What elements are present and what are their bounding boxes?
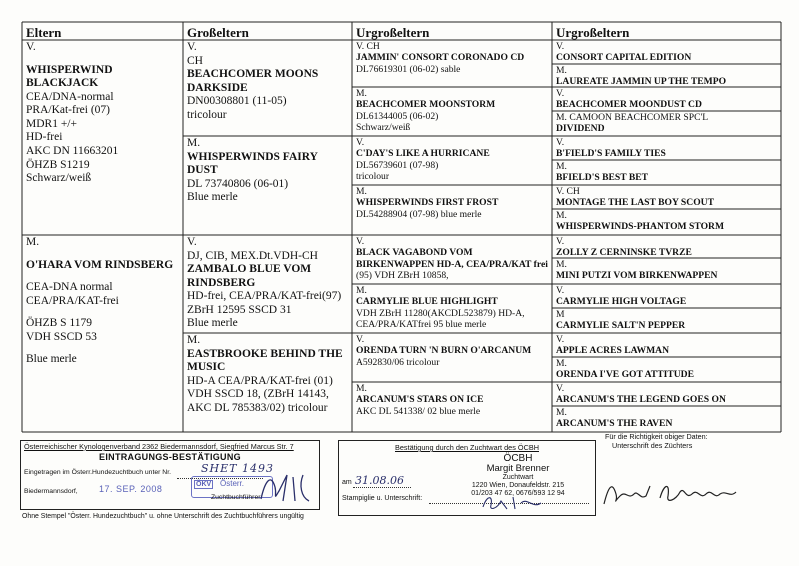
dog-info: tricolour (356, 170, 390, 182)
eintragung-title: EINTRAGUNGS-BESTÄTIGUNG (99, 452, 241, 462)
dog-name: ZAMBALO BLUE VOM (187, 263, 312, 276)
dog-info: V. (356, 334, 365, 345)
great-great-grandparent-7 (552, 185, 781, 209)
dog-name: APPLE ACRES LAWMAN (556, 345, 670, 357)
grandparent-4 (183, 333, 352, 432)
dog-info: V. (556, 137, 565, 148)
dog-name: MONTAGE THE LAST BOY SCOUT (556, 197, 714, 209)
dog-info (26, 308, 179, 317)
zuechter-signature (598, 470, 748, 514)
dog-name: WHISPERWINDS FIRST FROST (356, 197, 499, 209)
great-great-grandparent-8 (552, 209, 781, 235)
dog-info: M. CAMOON BEACHCOMER SPC'L (556, 112, 709, 123)
dog-info: CH (187, 54, 203, 67)
parent-dam (22, 235, 183, 432)
dog-info: DL76619301 (06-02) sable (356, 63, 461, 75)
dog-name: BEACHCOMER MOONS (187, 68, 319, 81)
great-grandparent-6 (352, 284, 552, 333)
dog-info (26, 272, 179, 281)
zuchtwart-signature (479, 491, 549, 513)
dog-info: CEA/DNA-normal (26, 90, 114, 103)
grandparent-1 (183, 40, 352, 136)
dog-info: A592830/06 tricolour (356, 356, 440, 368)
dog-name: ORENDA TURN 'N BURN O'ARCANUM (356, 345, 532, 357)
dog-name: WHISPERWIND (26, 63, 113, 76)
dog-name: BEACHCOMER MOONSTORM (356, 99, 496, 111)
great-grandparent-5 (352, 235, 552, 284)
dog-info: M. (556, 65, 567, 76)
am-label: am (342, 479, 352, 486)
great-grandparent-2 (352, 87, 552, 136)
dog-name: BEACHCOMER MOONDUST CD (556, 99, 702, 111)
verband-line: Österreichischer Kynologenverband 2362 Biedermannsdorf, Siegfried Marcus Str. 7 (24, 442, 294, 451)
dog-info: V. (26, 41, 36, 53)
dog-info: V. (356, 137, 365, 148)
great-great-grandparent-12 (552, 308, 781, 333)
dog-info: V. CH (356, 41, 380, 52)
dog-info: VDH SSCD 18, (ZBrH 14143, (187, 388, 329, 401)
dog-info: M. (356, 88, 367, 99)
ohne-stempel-note: Ohne Stempel "Österr. Hundezuchtbuch" u. ohne Unterschrift des Zuchtbuchführers ungültig (22, 513, 304, 520)
great-great-grandparent-4 (552, 111, 781, 136)
dog-info: (95) VDH ZBrH 10858, (356, 269, 449, 281)
dog-name: DARKSIDE (187, 81, 248, 94)
dog-name: DIVIDEND (556, 123, 605, 135)
dog-name: LAUREATE JAMMIN UP THE TEMPO (556, 76, 727, 87)
dog-name: BIRKENWAPPEN HD-A, CEA/PRA/KAT frei (356, 258, 548, 270)
dog-name: MINI PUTZI VOM BIRKENWAPPEN (556, 270, 718, 282)
great-great-grandparent-16 (552, 406, 781, 432)
dog-info: V. (556, 334, 565, 345)
dog-name: CARMYLIE BLUE HIGHLIGHT (356, 296, 498, 308)
oekv-logo-icon: ÖKV (196, 481, 212, 488)
dog-name: DUST (187, 164, 218, 177)
great-grandparent-4 (352, 185, 552, 235)
dog-info: CEA-DNA normal (26, 281, 113, 294)
dog-info: ZBrH 12595 SSCD 31 (187, 303, 292, 316)
dog-info (26, 344, 179, 353)
biedermannsdorf-label: Biedermannsdorf, (24, 488, 78, 495)
dog-info: M. (356, 285, 367, 296)
great-great-grandparent-11 (552, 284, 781, 308)
dog-info (26, 250, 179, 259)
dog-name: ARCANUM'S STARS ON ICE (356, 394, 484, 406)
eingetragen-value: SHET 1493 (201, 462, 274, 475)
dog-info: M. (556, 407, 567, 418)
dog-name: CONSORT CAPITAL EDITION (556, 52, 692, 64)
great-great-grandparent-14 (552, 357, 781, 382)
stampiglie-label: Stampiglie u. Unterschrift: (342, 495, 423, 502)
dog-info: M. (26, 236, 40, 248)
zuchtbuch-signature (253, 467, 323, 507)
great-grandparent-1 (352, 40, 552, 87)
dog-name: ZOLLY Z CERNINSKE TVRZE (556, 247, 692, 258)
dog-name: CARMYLIE HIGH VOLTAGE (556, 296, 687, 308)
dog-info: Schwarz/weiß (26, 172, 92, 185)
zuchtwart-box (338, 440, 596, 516)
ocbh-person: Margit Brenner (486, 463, 550, 474)
dog-info: DJ, CIB, MEX.Dt.VDH-CH (187, 249, 318, 262)
dog-info: V. (556, 236, 565, 247)
great-great-grandparent-1 (552, 40, 781, 64)
ocbh-role: Zuchtwart (502, 474, 534, 482)
richtigkeit-line2: Unterschrift des Züchters (612, 441, 693, 450)
header-ururgrosseltern: Urgroßeltern (556, 25, 630, 40)
dog-info: AKC DN 11663201 (26, 144, 119, 157)
great-great-grandparent-6 (552, 160, 781, 185)
oekv-stamp-text: Österr. (220, 479, 245, 488)
dog-info: DL56739601 (07-98) (356, 159, 439, 171)
dog-info: AKC DL 785383/02) tricolour (187, 401, 328, 414)
great-grandparent-7 (352, 333, 552, 382)
header-urgrosseltern: Urgroßeltern (356, 25, 430, 40)
date-stamp: 17. SEP. 2008 (99, 484, 163, 494)
dog-info: PRA/Kat-frei (07) (26, 104, 110, 117)
dog-info: M (556, 309, 565, 320)
dog-name: BLACK VAGABOND VOM (356, 247, 473, 259)
ocbh-phone: 01/203 47 62, 0676/593 12 94 (471, 489, 565, 497)
richtigkeit-line1: Für die Richtigkeit obiger Daten: (605, 432, 708, 441)
dog-info: M. (187, 334, 201, 346)
great-great-grandparent-15 (552, 382, 781, 406)
zuchtbuch-text: Zuchtbuchführer (211, 494, 261, 501)
dog-info: V. (356, 236, 365, 247)
grandparent-2 (183, 136, 352, 235)
great-great-grandparent-13 (552, 333, 781, 357)
great-great-grandparent-3 (552, 87, 781, 111)
dog-info: V. CH (556, 186, 580, 197)
grandparent-3 (183, 235, 352, 333)
dog-info: M. (187, 137, 201, 149)
am-value: 31.08.06 (355, 474, 404, 487)
dog-info: HD-A CEA/PRA/KAT-frei (01) (187, 374, 333, 387)
am-underline (353, 487, 411, 488)
great-great-grandparent-9 (552, 235, 781, 258)
dog-info: M. (556, 358, 567, 369)
ocbh-name: ÖCBH (503, 453, 533, 464)
dog-info: AKC DL 541338/ 02 blue merle (356, 405, 481, 417)
dog-info: Blue merle (187, 191, 238, 204)
dog-name: BLACKJACK (26, 77, 99, 90)
dog-info: V. (556, 383, 565, 394)
dog-name: ARCANUM'S THE RAVEN (556, 418, 673, 430)
eingetragen-label: Eingetragen im Österr.Hundezuchtbuch unter Nr. (24, 469, 171, 476)
dog-info: DL 73740806 (06-01) (187, 177, 289, 190)
dog-name: ARCANUM'S THE LEGEND GOES ON (556, 394, 726, 406)
dog-info: HD-frei, CEA/PRA/KAT-frei(97) (187, 290, 342, 303)
dog-info: ÖHZB S 1179 (26, 317, 93, 330)
dog-name: B'FIELD'S FAMILY TIES (556, 148, 666, 160)
dog-name: EASTBROOKE BEHIND THE (187, 347, 343, 360)
dog-info: M. (556, 259, 567, 270)
great-grandparent-8 (352, 382, 552, 432)
dog-info: Blue merle (26, 353, 77, 366)
dog-info: Schwarz/weiß (356, 121, 411, 133)
dog-info: M. (556, 161, 567, 172)
dog-info: DN00308801 (11-05) (187, 95, 287, 108)
zuchtwart-title: Bestätigung durch den Zuchtwart des ÖCBH (395, 443, 539, 452)
dog-name: O'HARA VOM RINDSBERG (26, 258, 174, 271)
great-great-grandparent-2 (552, 64, 781, 87)
dog-info: V. (556, 88, 565, 99)
great-great-grandparent-5 (552, 136, 781, 160)
dog-name: JAMMIN' CONSORT CORONADO CD (356, 52, 525, 64)
dog-info: M. (356, 383, 367, 394)
eintragung-box (20, 440, 320, 510)
dog-info (26, 55, 179, 64)
dog-name: BFIELD'S BEST BET (556, 172, 649, 184)
dog-info: HD-frei (26, 131, 63, 144)
header-grosseltern: Großeltern (187, 25, 249, 40)
dog-info: M. (356, 186, 367, 197)
header-eltern: Eltern (26, 25, 62, 40)
dog-info: V. (556, 285, 565, 296)
parent-sire (22, 40, 183, 235)
dog-name: MUSIC (187, 361, 226, 374)
dog-name: RINDSBERG (187, 276, 256, 289)
dog-info: VDH SSCD 53 (26, 330, 97, 343)
dog-info: ÖHZB S1219 (26, 158, 90, 171)
dog-name: ORENDA I'VE GOT ATTITUDE (556, 369, 694, 381)
dog-info: Blue merle (187, 317, 238, 330)
dog-name: WHISPERWINDS FAIRY (187, 150, 318, 163)
dog-info: CEA/PRA/KAT-frei (26, 294, 119, 307)
ocbh-address: 1220 Wien, Donaufeldstr. 215 (471, 482, 565, 490)
dog-name: C'DAY'S LIKE A HURRICANE (356, 148, 490, 160)
dog-info: DL54288904 (07-98) blue merle (356, 208, 482, 220)
dog-info: V. (187, 41, 197, 53)
dog-info: V. (187, 236, 197, 248)
dog-info: M. (556, 210, 567, 221)
dog-info: VDH ZBrH 11280(AKCDL523879) HD-A, (356, 307, 525, 319)
dog-info: V. (556, 41, 565, 52)
dog-info: tricolour (187, 108, 227, 121)
great-great-grandparent-10 (552, 258, 781, 284)
great-grandparent-3 (352, 136, 552, 185)
dog-info: DL61344005 (06-02) (356, 110, 439, 122)
dog-name: WHISPERWINDS-PHANTOM STORM (556, 221, 725, 233)
dog-name: CARMYLIE SALT'N PEPPER (556, 320, 686, 332)
dog-info: MDR1 +/+ (26, 117, 77, 130)
dog-info: CEA/PRA/KATfrei 95 blue merle (356, 318, 487, 330)
